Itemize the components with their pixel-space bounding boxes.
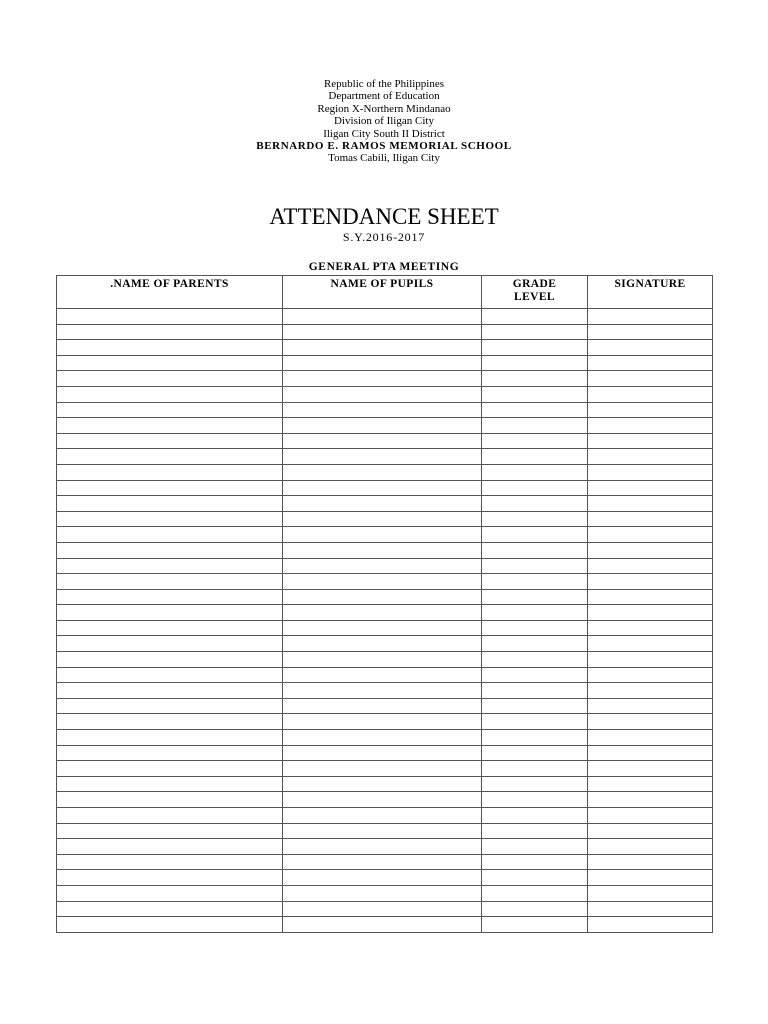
grade-level-cell bbox=[482, 667, 588, 683]
grade-level-cell bbox=[482, 386, 588, 402]
grade-level-cell bbox=[482, 870, 588, 886]
signature-cell bbox=[588, 418, 713, 434]
table-row bbox=[57, 620, 713, 636]
pupil-name-cell bbox=[283, 885, 482, 901]
parent-name-cell bbox=[57, 683, 283, 699]
grade-level-cell bbox=[482, 698, 588, 714]
parent-name-cell bbox=[57, 839, 283, 855]
meeting-name: GENERAL PTA MEETING bbox=[308, 261, 460, 273]
parent-name-cell bbox=[57, 667, 283, 683]
grade-level-cell bbox=[482, 901, 588, 917]
table-row bbox=[57, 605, 713, 621]
parent-name-cell bbox=[57, 558, 283, 574]
parent-name-cell bbox=[57, 309, 283, 325]
grade-level-cell bbox=[482, 449, 588, 465]
pupil-name-cell bbox=[283, 605, 482, 621]
signature-cell bbox=[588, 542, 713, 558]
grade-level-cell bbox=[482, 558, 588, 574]
signature-cell bbox=[588, 309, 713, 325]
pupil-name-cell bbox=[283, 808, 482, 824]
signature-cell bbox=[588, 714, 713, 730]
column-header-parents: .NAME OF PARENTS bbox=[57, 276, 283, 309]
pupil-name-cell bbox=[283, 542, 482, 558]
grade-level-cell bbox=[482, 917, 588, 933]
pupil-name-cell bbox=[283, 761, 482, 777]
signature-cell bbox=[588, 683, 713, 699]
table-row bbox=[57, 340, 713, 356]
table-row bbox=[57, 496, 713, 512]
parent-name-cell bbox=[57, 745, 283, 761]
parent-name-cell bbox=[57, 854, 283, 870]
parent-name-cell bbox=[57, 917, 283, 933]
signature-cell bbox=[588, 698, 713, 714]
grade-level-cell bbox=[482, 496, 588, 512]
table-row bbox=[57, 917, 713, 933]
district-line: Iligan City South II District bbox=[323, 127, 445, 140]
signature-cell bbox=[588, 901, 713, 917]
grade-level-cell bbox=[482, 792, 588, 808]
grade-level-cell bbox=[482, 574, 588, 590]
signature-cell bbox=[588, 808, 713, 824]
grade-level-cell bbox=[482, 355, 588, 371]
grade-level-cell bbox=[482, 620, 588, 636]
pupil-name-cell bbox=[283, 792, 482, 808]
school-year: S.Y.2016-2017 bbox=[342, 230, 426, 244]
signature-cell bbox=[588, 620, 713, 636]
signature-cell bbox=[588, 667, 713, 683]
document-title: ATTENDANCE SHEET bbox=[269, 204, 499, 229]
table-row bbox=[57, 667, 713, 683]
grade-level-cell bbox=[482, 745, 588, 761]
pupil-name-cell bbox=[283, 324, 482, 340]
signature-cell bbox=[588, 792, 713, 808]
grade-level-cell bbox=[482, 605, 588, 621]
table-row bbox=[57, 355, 713, 371]
pupil-name-cell bbox=[283, 901, 482, 917]
parent-name-cell bbox=[57, 776, 283, 792]
signature-cell bbox=[588, 885, 713, 901]
table-row bbox=[57, 511, 713, 527]
pupil-name-cell bbox=[283, 652, 482, 668]
grade-level-cell bbox=[482, 714, 588, 730]
pupil-name-cell bbox=[283, 340, 482, 356]
parent-name-cell bbox=[57, 449, 283, 465]
parent-name-cell bbox=[57, 730, 283, 746]
pupil-name-cell bbox=[283, 558, 482, 574]
letterhead bbox=[0, 78, 768, 165]
table-row bbox=[57, 371, 713, 387]
division-line: Division of Iligan City bbox=[334, 115, 434, 128]
pupil-name-cell bbox=[283, 418, 482, 434]
signature-cell bbox=[588, 839, 713, 855]
column-header-grade-level: GRADE LEVEL bbox=[482, 276, 588, 309]
signature-cell bbox=[588, 870, 713, 886]
pupil-name-cell bbox=[283, 480, 482, 496]
pupil-name-cell bbox=[283, 683, 482, 699]
pupil-name-cell bbox=[283, 496, 482, 512]
pupil-name-cell bbox=[283, 714, 482, 730]
parent-name-cell bbox=[57, 714, 283, 730]
school-address: Tomas Cabili, Iligan City bbox=[328, 152, 440, 165]
table-row bbox=[57, 714, 713, 730]
grade-level-cell bbox=[482, 839, 588, 855]
pupil-name-cell bbox=[283, 667, 482, 683]
pupil-name-cell bbox=[283, 854, 482, 870]
table-row bbox=[57, 636, 713, 652]
table-row bbox=[57, 761, 713, 777]
signature-cell bbox=[588, 496, 713, 512]
parent-name-cell bbox=[57, 823, 283, 839]
grade-level-cell bbox=[482, 464, 588, 480]
table-row bbox=[57, 418, 713, 434]
signature-cell bbox=[588, 402, 713, 418]
grade-level-cell bbox=[482, 480, 588, 496]
grade-level-cell bbox=[482, 511, 588, 527]
grade-level-cell bbox=[482, 683, 588, 699]
grade-level-cell bbox=[482, 340, 588, 356]
signature-cell bbox=[588, 449, 713, 465]
table-row bbox=[57, 839, 713, 855]
grade-level-cell bbox=[482, 730, 588, 746]
table-row bbox=[57, 870, 713, 886]
table-row bbox=[57, 558, 713, 574]
table-row bbox=[57, 464, 713, 480]
signature-cell bbox=[588, 854, 713, 870]
signature-cell bbox=[588, 574, 713, 590]
pupil-name-cell bbox=[283, 355, 482, 371]
grade-level-cell bbox=[482, 371, 588, 387]
pupil-name-cell bbox=[283, 574, 482, 590]
parent-name-cell bbox=[57, 418, 283, 434]
table-row bbox=[57, 542, 713, 558]
pupil-name-cell bbox=[283, 449, 482, 465]
signature-cell bbox=[588, 558, 713, 574]
parent-name-cell bbox=[57, 808, 283, 824]
table-header-row bbox=[57, 276, 713, 309]
pupil-name-cell bbox=[283, 636, 482, 652]
table-row bbox=[57, 324, 713, 340]
table-row bbox=[57, 433, 713, 449]
signature-cell bbox=[588, 527, 713, 543]
column-header-pupils: NAME OF PUPILS bbox=[283, 276, 482, 309]
parent-name-cell bbox=[57, 901, 283, 917]
grade-level-cell bbox=[482, 542, 588, 558]
parent-name-cell bbox=[57, 480, 283, 496]
signature-cell bbox=[588, 340, 713, 356]
grade-level-cell bbox=[482, 309, 588, 325]
table-row bbox=[57, 402, 713, 418]
grade-level-cell bbox=[482, 636, 588, 652]
pupil-name-cell bbox=[283, 730, 482, 746]
parent-name-cell bbox=[57, 433, 283, 449]
parent-name-cell bbox=[57, 402, 283, 418]
table-row bbox=[57, 386, 713, 402]
parent-name-cell bbox=[57, 324, 283, 340]
parent-name-cell bbox=[57, 620, 283, 636]
table-row bbox=[57, 885, 713, 901]
table-row bbox=[57, 574, 713, 590]
parent-name-cell bbox=[57, 636, 283, 652]
signature-cell bbox=[588, 355, 713, 371]
grade-level-cell bbox=[482, 885, 588, 901]
pupil-name-cell bbox=[283, 386, 482, 402]
pupil-name-cell bbox=[283, 698, 482, 714]
signature-cell bbox=[588, 480, 713, 496]
signature-cell bbox=[588, 511, 713, 527]
attendance-table bbox=[56, 275, 713, 933]
grade-level-cell bbox=[482, 402, 588, 418]
parent-name-cell bbox=[57, 761, 283, 777]
region-line: Region X-Northern Mindanao bbox=[317, 102, 451, 115]
parent-name-cell bbox=[57, 542, 283, 558]
parent-name-cell bbox=[57, 355, 283, 371]
parent-name-cell bbox=[57, 527, 283, 543]
table-row bbox=[57, 854, 713, 870]
table-row bbox=[57, 901, 713, 917]
signature-cell bbox=[588, 776, 713, 792]
signature-cell bbox=[588, 917, 713, 933]
pupil-name-cell bbox=[283, 371, 482, 387]
pupil-name-cell bbox=[283, 511, 482, 527]
parent-name-cell bbox=[57, 698, 283, 714]
column-header-signature: SIGNATURE bbox=[588, 276, 713, 309]
table-row bbox=[57, 792, 713, 808]
signature-cell bbox=[588, 371, 713, 387]
pupil-name-cell bbox=[283, 527, 482, 543]
grade-level-cell bbox=[482, 418, 588, 434]
signature-cell bbox=[588, 745, 713, 761]
pupil-name-cell bbox=[283, 776, 482, 792]
parent-name-cell bbox=[57, 885, 283, 901]
grade-level-cell bbox=[482, 652, 588, 668]
pupil-name-cell bbox=[283, 464, 482, 480]
pupil-name-cell bbox=[283, 823, 482, 839]
table-row bbox=[57, 589, 713, 605]
table-row bbox=[57, 652, 713, 668]
table-row bbox=[57, 527, 713, 543]
signature-cell bbox=[588, 433, 713, 449]
table-row bbox=[57, 745, 713, 761]
signature-cell bbox=[588, 589, 713, 605]
grade-level-cell bbox=[482, 589, 588, 605]
signature-cell bbox=[588, 823, 713, 839]
table-row bbox=[57, 309, 713, 325]
grade-level-cell bbox=[482, 527, 588, 543]
parent-name-cell bbox=[57, 496, 283, 512]
table-row bbox=[57, 823, 713, 839]
parent-name-cell bbox=[57, 605, 283, 621]
signature-cell bbox=[588, 386, 713, 402]
signature-cell bbox=[588, 761, 713, 777]
table-row bbox=[57, 776, 713, 792]
grade-level-cell bbox=[482, 854, 588, 870]
pupil-name-cell bbox=[283, 589, 482, 605]
parent-name-cell bbox=[57, 371, 283, 387]
table-row bbox=[57, 480, 713, 496]
pupil-name-cell bbox=[283, 839, 482, 855]
parent-name-cell bbox=[57, 340, 283, 356]
parent-name-cell bbox=[57, 589, 283, 605]
signature-cell bbox=[588, 324, 713, 340]
parent-name-cell bbox=[57, 464, 283, 480]
signature-cell bbox=[588, 652, 713, 668]
pupil-name-cell bbox=[283, 870, 482, 886]
pupil-name-cell bbox=[283, 917, 482, 933]
table-row bbox=[57, 698, 713, 714]
parent-name-cell bbox=[57, 386, 283, 402]
table-row bbox=[57, 449, 713, 465]
pupil-name-cell bbox=[283, 620, 482, 636]
parent-name-cell bbox=[57, 652, 283, 668]
signature-cell bbox=[588, 464, 713, 480]
parent-name-cell bbox=[57, 870, 283, 886]
table-row bbox=[57, 730, 713, 746]
pupil-name-cell bbox=[283, 433, 482, 449]
grade-level-cell bbox=[482, 761, 588, 777]
grade-level-cell bbox=[482, 823, 588, 839]
grade-level-cell bbox=[482, 776, 588, 792]
grade-level-cell bbox=[482, 808, 588, 824]
signature-cell bbox=[588, 636, 713, 652]
school-name: BERNARDO E. RAMOS MEMORIAL SCHOOL bbox=[256, 140, 512, 153]
department-line: Department of Education bbox=[328, 90, 440, 103]
pupil-name-cell bbox=[283, 309, 482, 325]
pupil-name-cell bbox=[283, 402, 482, 418]
parent-name-cell bbox=[57, 574, 283, 590]
signature-cell bbox=[588, 730, 713, 746]
grade-level-cell bbox=[482, 433, 588, 449]
parent-name-cell bbox=[57, 511, 283, 527]
table-row bbox=[57, 808, 713, 824]
parent-name-cell bbox=[57, 792, 283, 808]
pupil-name-cell bbox=[283, 745, 482, 761]
republic-line: Republic of the Philippines bbox=[323, 78, 445, 90]
table-row bbox=[57, 683, 713, 699]
grade-level-cell bbox=[482, 324, 588, 340]
signature-cell bbox=[588, 605, 713, 621]
table-body bbox=[57, 309, 713, 933]
